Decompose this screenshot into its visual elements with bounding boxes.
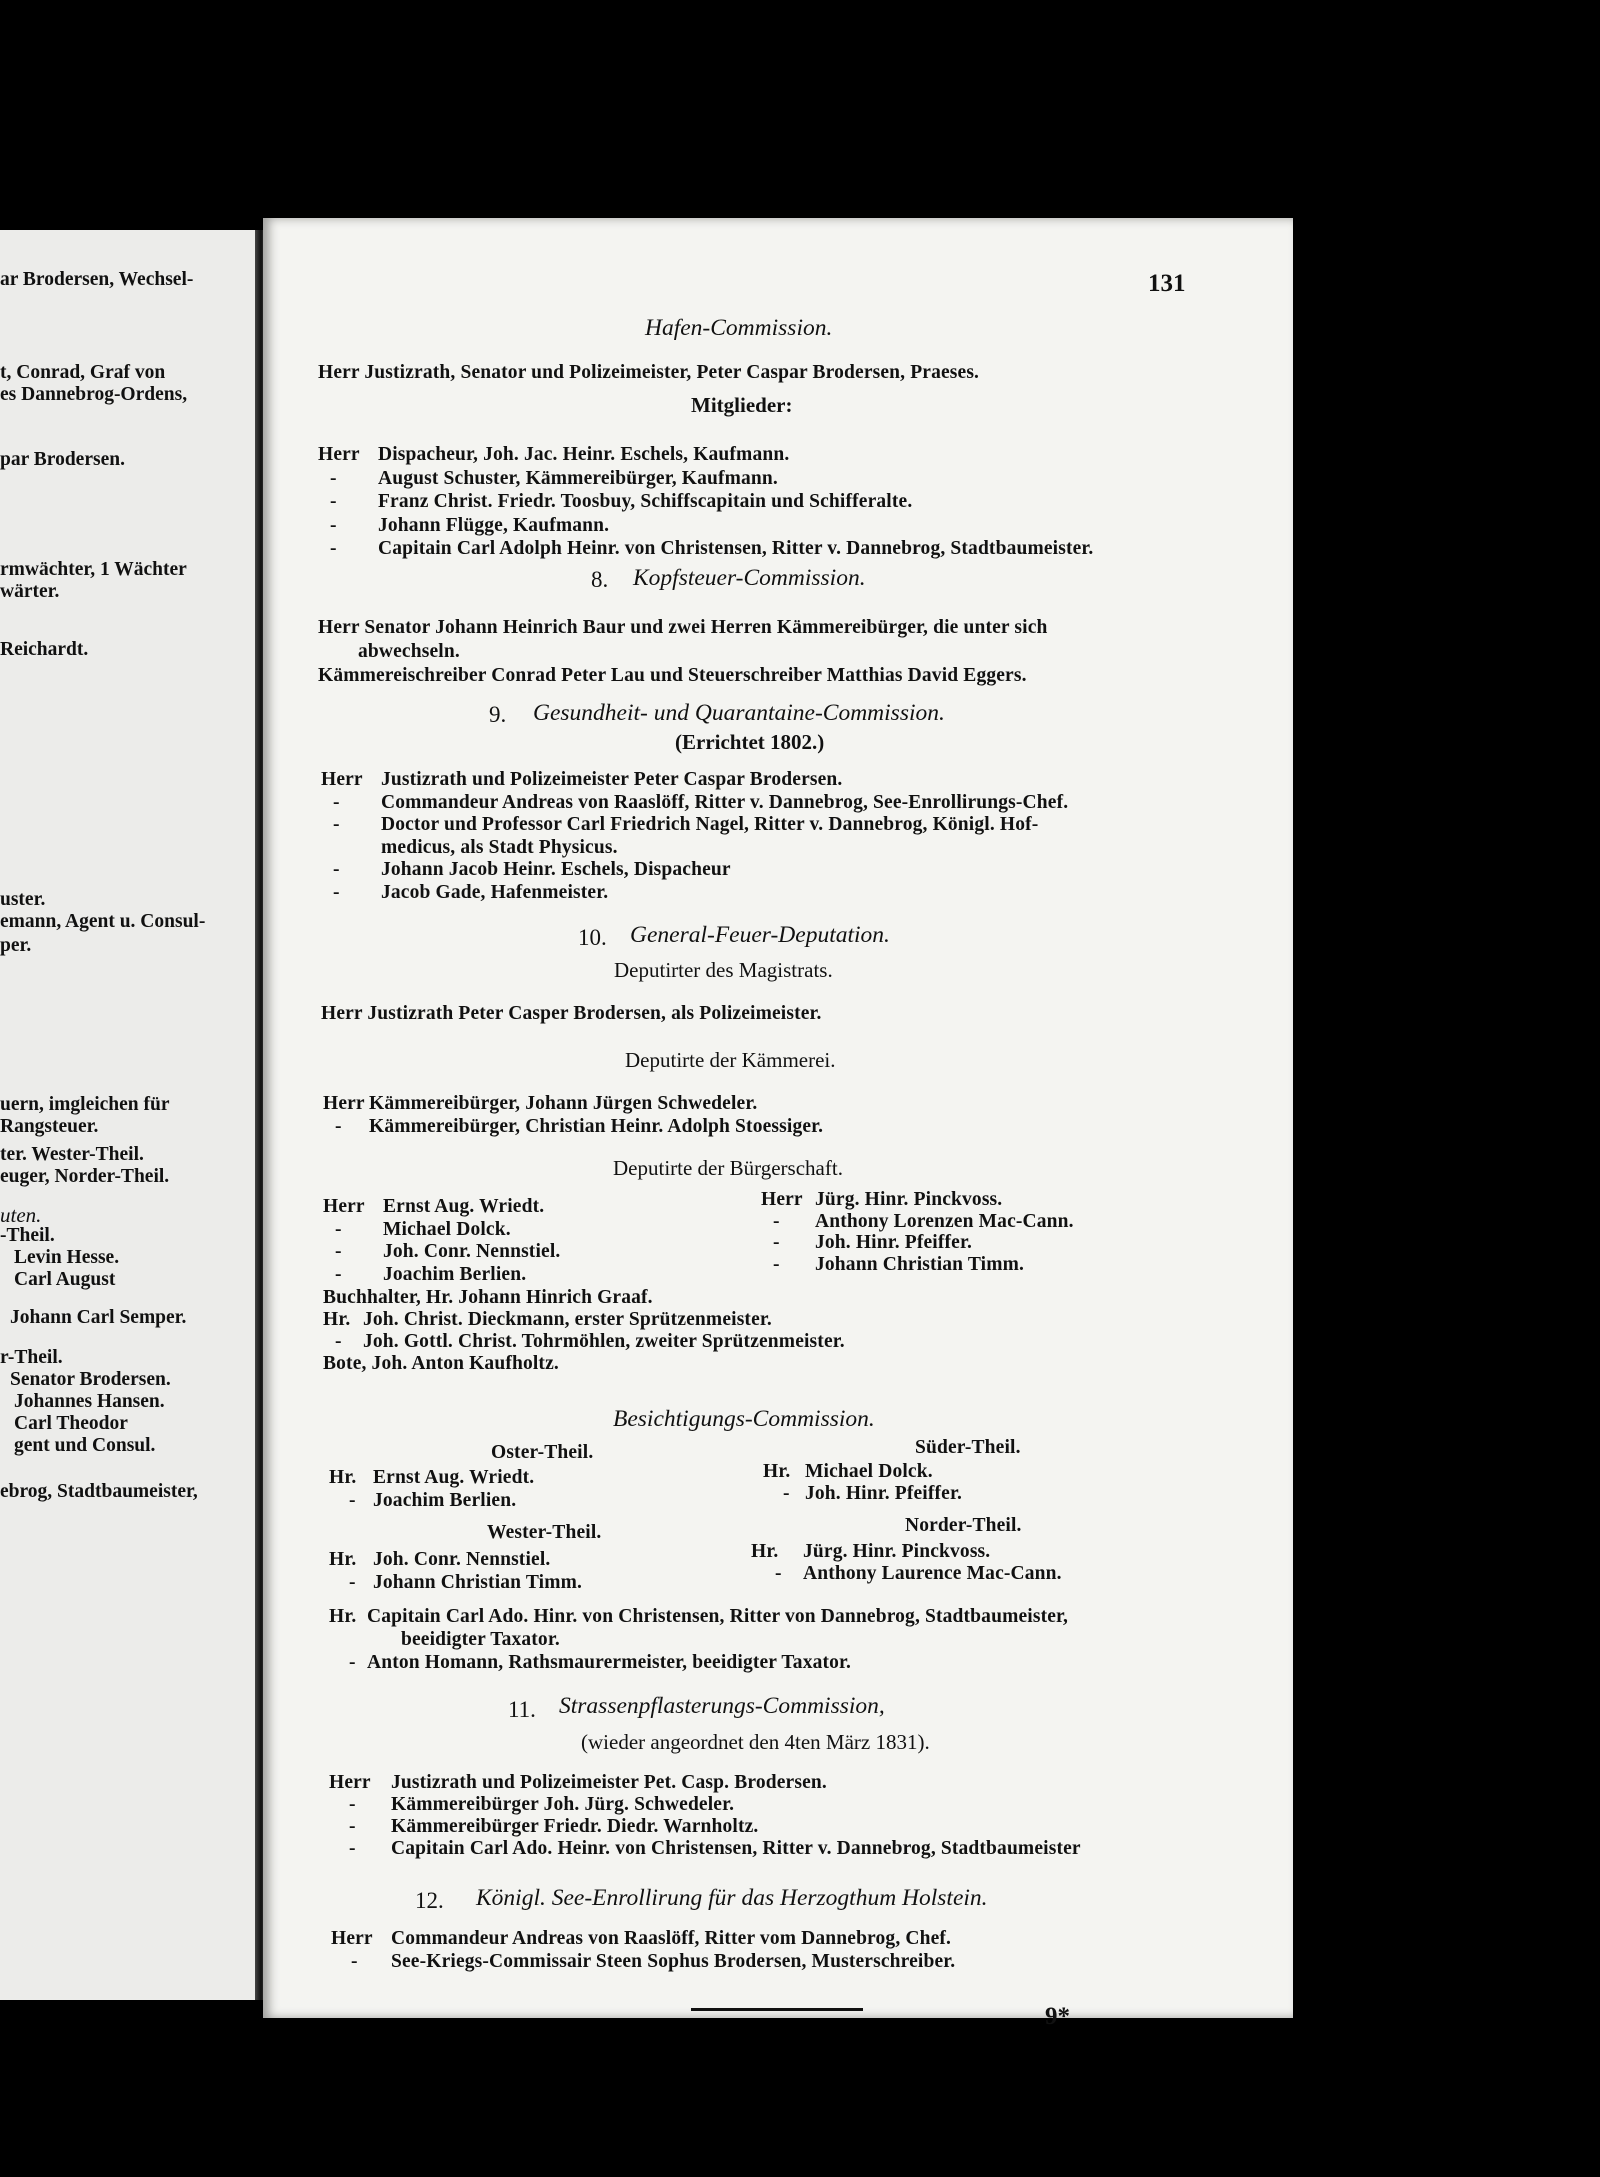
sueder-member-line-prefix: - — [783, 1483, 790, 1504]
hafen-member-line-prefix: - — [330, 514, 337, 536]
hafen-member-line-prefix: Herr — [318, 444, 360, 465]
gesundheit-member-line-prefix: Herr — [321, 769, 363, 790]
kopfsteuer-title: Kopfsteuer-Commission. — [633, 565, 866, 591]
wester-member-line-prefix: Hr. — [329, 1549, 357, 1570]
hafen-member-line: Dispacheur, Joh. Jac. Heinr. Eschels, Kaufmann. — [378, 444, 790, 465]
feuer-magistrat-line: Herr Justizrath Peter Casper Brodersen, als Polizeimeister. — [321, 1003, 822, 1024]
left-page-fragment: es Dannebrog-Ordens, — [0, 384, 188, 405]
feuer-kaemmerei-line: Kämmereibürger, Johann Jürgen Schwedeler. — [369, 1093, 758, 1114]
wester-member-line-prefix: - — [349, 1571, 356, 1593]
left-page-fragment: uten. — [0, 1203, 42, 1227]
feuer-title: General-Feuer-Deputation. — [630, 922, 890, 948]
left-page-fragment: ter. Wester-Theil. — [0, 1144, 144, 1165]
gesundheit-member-line: Jacob Gade, Hafenmeister. — [381, 881, 609, 903]
feuer-kaemmerei-line-prefix: - — [335, 1116, 342, 1137]
feuer-kaemmerei-line-prefix: Herr — [323, 1093, 365, 1114]
left-page-fragment: Senator Brodersen. — [10, 1369, 171, 1390]
left-page-fragment: Carl August — [14, 1269, 116, 1290]
feuer-buerger-line-prefix: Herr — [761, 1189, 803, 1210]
strassen-member-line-prefix: - — [349, 1794, 356, 1815]
oster-member-line: Joachim Berlien. — [373, 1489, 517, 1511]
gesundheit-number: 9. — [489, 702, 507, 727]
hafen-member-line: Capitain Carl Adolph Heinr. von Christensen, Ritter v. Dannebrog, Stadtbaumeister. — [378, 538, 1094, 559]
norder-member-line-prefix: Hr. — [751, 1541, 779, 1562]
feuer-after-line: Buchhalter, Hr. Johann Hinrich Graaf. — [323, 1287, 653, 1308]
see-member-line: Commandeur Andreas von Raaslöff, Ritter vom Dannebrog, Chef. — [391, 1928, 952, 1949]
strassen-number: 11. — [508, 1697, 536, 1722]
left-page-fragment: t, Conrad, Graf von — [0, 362, 166, 383]
hafen-member-line-prefix: - — [330, 467, 337, 489]
left-page-fragment: rmwächter, 1 Wächter — [0, 559, 187, 580]
kopfsteuer-line2: abwechseln. — [358, 641, 460, 662]
norder-member-line-prefix: - — [775, 1563, 782, 1584]
left-page-fragment: Johann Carl Semper. — [10, 1307, 187, 1328]
taxator-line: Capitain Carl Ado. Hinr. von Christensen, Ritter von Dannebrog, Stadtbaumeister, — [367, 1606, 1069, 1627]
strassen-member-line-prefix: - — [349, 1838, 356, 1859]
sueder-heading: Süder-Theil. — [915, 1437, 1021, 1458]
gesundheit-title: Gesundheit- und Quarantaine-Commission. — [533, 700, 945, 726]
taxator-line: Anton Homann, Rathsmaurermeister, beeidigter Taxator. — [367, 1652, 852, 1673]
left-page-fragment: ebrog, Stadtbaumeister, — [0, 1481, 198, 1502]
hafen-title: Hafen-Commission. — [645, 315, 833, 341]
see-title: Königl. See-Enrollirung für das Herzogthum Holstein. — [476, 1885, 988, 1911]
feuer-buerger-line-prefix: - — [335, 1241, 342, 1262]
right-page — [263, 218, 1293, 2030]
feuer-buerger-line: Ernst Aug. Wriedt. — [383, 1196, 545, 1217]
kopfsteuer-line3: Kämmereischreiber Conrad Peter Lau und Steuerschreiber Matthias David Eggers. — [318, 665, 1027, 686]
feuer-after-line: Bote, Joh. Anton Kaufholtz. — [323, 1353, 559, 1374]
oster-heading: Oster-Theil. — [491, 1442, 594, 1463]
strassen-member-line-prefix: Herr — [329, 1772, 371, 1793]
feuer-after-line: Joh. Gottl. Christ. Tohrmöhlen, zweiter Sprützenmeister. — [363, 1331, 845, 1352]
sueder-member-line: Michael Dolck. — [805, 1461, 933, 1482]
strassen-member-line: Kämmereibürger Friedr. Diedr. Warnholtz. — [391, 1816, 759, 1837]
left-page-fragment: -Theil. — [0, 1225, 55, 1246]
oster-member-line: Ernst Aug. Wriedt. — [373, 1467, 535, 1488]
gesundheit-member-line-prefix: - — [333, 881, 340, 903]
feuer-after-line-prefix: - — [335, 1331, 342, 1352]
feuer-buerger-line: Jürg. Hinr. Pinckvoss. — [815, 1189, 1003, 1210]
taxator-line-prefix: - — [349, 1652, 356, 1673]
wester-heading: Wester-Theil. — [487, 1522, 602, 1543]
feuer-kaemmerei-line: Kämmereibürger, Christian Heinr. Adolph Stoessiger. — [369, 1116, 824, 1137]
feuer-magistrat-heading: Deputirter des Magistrats. — [614, 958, 833, 982]
page-number: 131 — [1148, 270, 1186, 297]
taxator-line: beeidigter Taxator. — [401, 1629, 560, 1650]
feuer-kaemmerei-heading: Deputirte der Kämmerei. — [625, 1048, 836, 1072]
feuer-buerger-line-prefix: - — [335, 1218, 342, 1240]
feuer-buerger-line-prefix: - — [773, 1253, 780, 1275]
hafen-member-line: Franz Christ. Friedr. Toosbuy, Schiffscapitain und Schifferalte. — [378, 491, 913, 512]
hafen-member-line: Johann Flügge, Kaufmann. — [378, 514, 610, 536]
strassen-subtitle: (wieder angeordnet den 4ten März 1831). — [581, 1730, 930, 1754]
left-page-fragment: Johannes Hansen. — [14, 1391, 165, 1412]
sueder-member-line-prefix: Hr. — [763, 1461, 791, 1482]
feuer-buerger-line-prefix: Herr — [323, 1196, 365, 1217]
norder-member-line: Jürg. Hinr. Pinckvoss. — [803, 1541, 991, 1562]
feuer-buerger-line: Joachim Berlien. — [383, 1263, 527, 1285]
feuer-buergerschaft-heading: Deputirte der Bürgerschaft. — [613, 1156, 843, 1180]
wester-member-line: Johann Christian Timm. — [373, 1571, 583, 1593]
gesundheit-member-line-prefix: - — [333, 791, 340, 813]
gesundheit-subtitle: (Errichtet 1802.) — [675, 730, 825, 754]
strassen-member-line-prefix: - — [349, 1816, 356, 1837]
strassen-member-line: Justizrath und Polizeimeister Pet. Casp. Brodersen. — [391, 1772, 827, 1793]
feuer-buerger-line: Johann Christian Timm. — [815, 1253, 1025, 1275]
left-page-fragment: emann, Agent u. Consul- — [0, 911, 206, 932]
left-page-fragment: wärter. — [0, 581, 60, 602]
hafen-mitglieder-heading: Mitglieder: — [691, 393, 793, 417]
left-page-fragment: par Brodersen. — [0, 449, 125, 470]
gesundheit-member-line: Johann Jacob Heinr. Eschels, Dispacheur — [381, 859, 731, 880]
see-number: 12. — [415, 1888, 444, 1913]
gesundheit-member-line-prefix: - — [333, 859, 340, 880]
feuer-buerger-line-prefix: - — [335, 1263, 342, 1285]
sueder-member-line: Joh. Hinr. Pfeiffer. — [805, 1483, 963, 1504]
left-page-fragment: Levin Hesse. — [14, 1247, 120, 1268]
norder-member-line: Anthony Laurence Mac-Cann. — [803, 1563, 1062, 1584]
kopfsteuer-line1: Herr Senator Johann Heinrich Baur und zwei Herren Kämmereibürger, die unter sich — [318, 617, 1048, 638]
hafen-member-line-prefix: - — [330, 538, 337, 559]
left-page-fragment: r-Theil. — [0, 1347, 63, 1368]
feuer-buerger-line-prefix: - — [773, 1210, 780, 1232]
hafen-member-line: August Schuster, Kämmereibürger, Kaufmann. — [378, 467, 778, 489]
left-page-fragment: Carl Theodor — [14, 1413, 128, 1434]
oster-member-line-prefix: Hr. — [329, 1467, 357, 1488]
see-member-line: See-Kriegs-Commissair Steen Sophus Brodersen, Musterschreiber. — [391, 1950, 956, 1972]
strassen-member-line: Capitain Carl Ado. Heinr. von Christensen, Ritter v. Dannebrog, Stadtbaumeister — [391, 1838, 1081, 1859]
left-page-fragment: uern, imgleichen für — [0, 1094, 170, 1115]
gesundheit-member-line: Justizrath und Polizeimeister Peter Caspar Brodersen. — [381, 769, 843, 790]
left-page-fragment: ar Brodersen, Wechsel- — [0, 269, 194, 290]
page-signature: 9* — [1045, 2003, 1070, 2030]
gesundheit-member-line: medicus, als Stadt Physicus. — [381, 836, 618, 858]
left-page-fragment: Reichardt. — [0, 639, 89, 660]
norder-heading: Norder-Theil. — [905, 1515, 1022, 1536]
gesundheit-member-line-prefix: - — [333, 814, 340, 835]
feuer-buerger-line: Joh. Conr. Nennstiel. — [383, 1241, 561, 1262]
hafen-praeses: Herr Justizrath, Senator und Polizeimeister, Peter Caspar Brodersen, Praeses. — [318, 362, 980, 383]
feuer-buerger-line: Joh. Hinr. Pfeiffer. — [815, 1232, 973, 1253]
oster-member-line-prefix: - — [349, 1489, 356, 1511]
feuer-after-line: Joh. Christ. Dieckmann, erster Sprützenmeister. — [363, 1309, 772, 1330]
feuer-buerger-line: Michael Dolck. — [383, 1218, 511, 1240]
strassen-member-line: Kämmereibürger Joh. Jürg. Schwedeler. — [391, 1794, 735, 1815]
hafen-member-line-prefix: - — [330, 491, 337, 512]
besichtigung-title: Besichtigungs-Commission. — [613, 1406, 875, 1432]
left-page-fragment: euger, Norder-Theil. — [0, 1166, 170, 1187]
feuer-buerger-line: Anthony Lorenzen Mac-Cann. — [815, 1210, 1074, 1232]
feuer-after-line-prefix: Hr. — [323, 1309, 351, 1330]
left-page-fragment: gent und Consul. — [14, 1435, 156, 1456]
left-page — [0, 230, 260, 2000]
see-member-line-prefix: - — [351, 1950, 358, 1972]
left-page-fragment: per. — [0, 935, 32, 956]
left-page-fragment: uster. — [0, 889, 46, 910]
feuer-number: 10. — [578, 925, 607, 950]
see-member-line-prefix: Herr — [331, 1928, 373, 1949]
kopfsteuer-number: 8. — [591, 567, 609, 592]
left-page-fragment: Rangsteuer. — [0, 1116, 99, 1137]
taxator-line-prefix: Hr. — [329, 1606, 357, 1627]
gesundheit-member-line: Doctor und Professor Carl Friedrich Nagel, Ritter v. Dannebrog, Königl. Hof- — [381, 814, 1039, 835]
gesundheit-member-line: Commandeur Andreas von Raaslöff, Ritter v. Dannebrog, See-Enrollirungs-Chef. — [381, 791, 1069, 813]
strassen-title: Strassenpflasterungs-Commission, — [559, 1693, 885, 1719]
feuer-buerger-line-prefix: - — [773, 1232, 780, 1253]
closing-rule — [691, 2008, 863, 2011]
wester-member-line: Joh. Conr. Nennstiel. — [373, 1549, 551, 1570]
